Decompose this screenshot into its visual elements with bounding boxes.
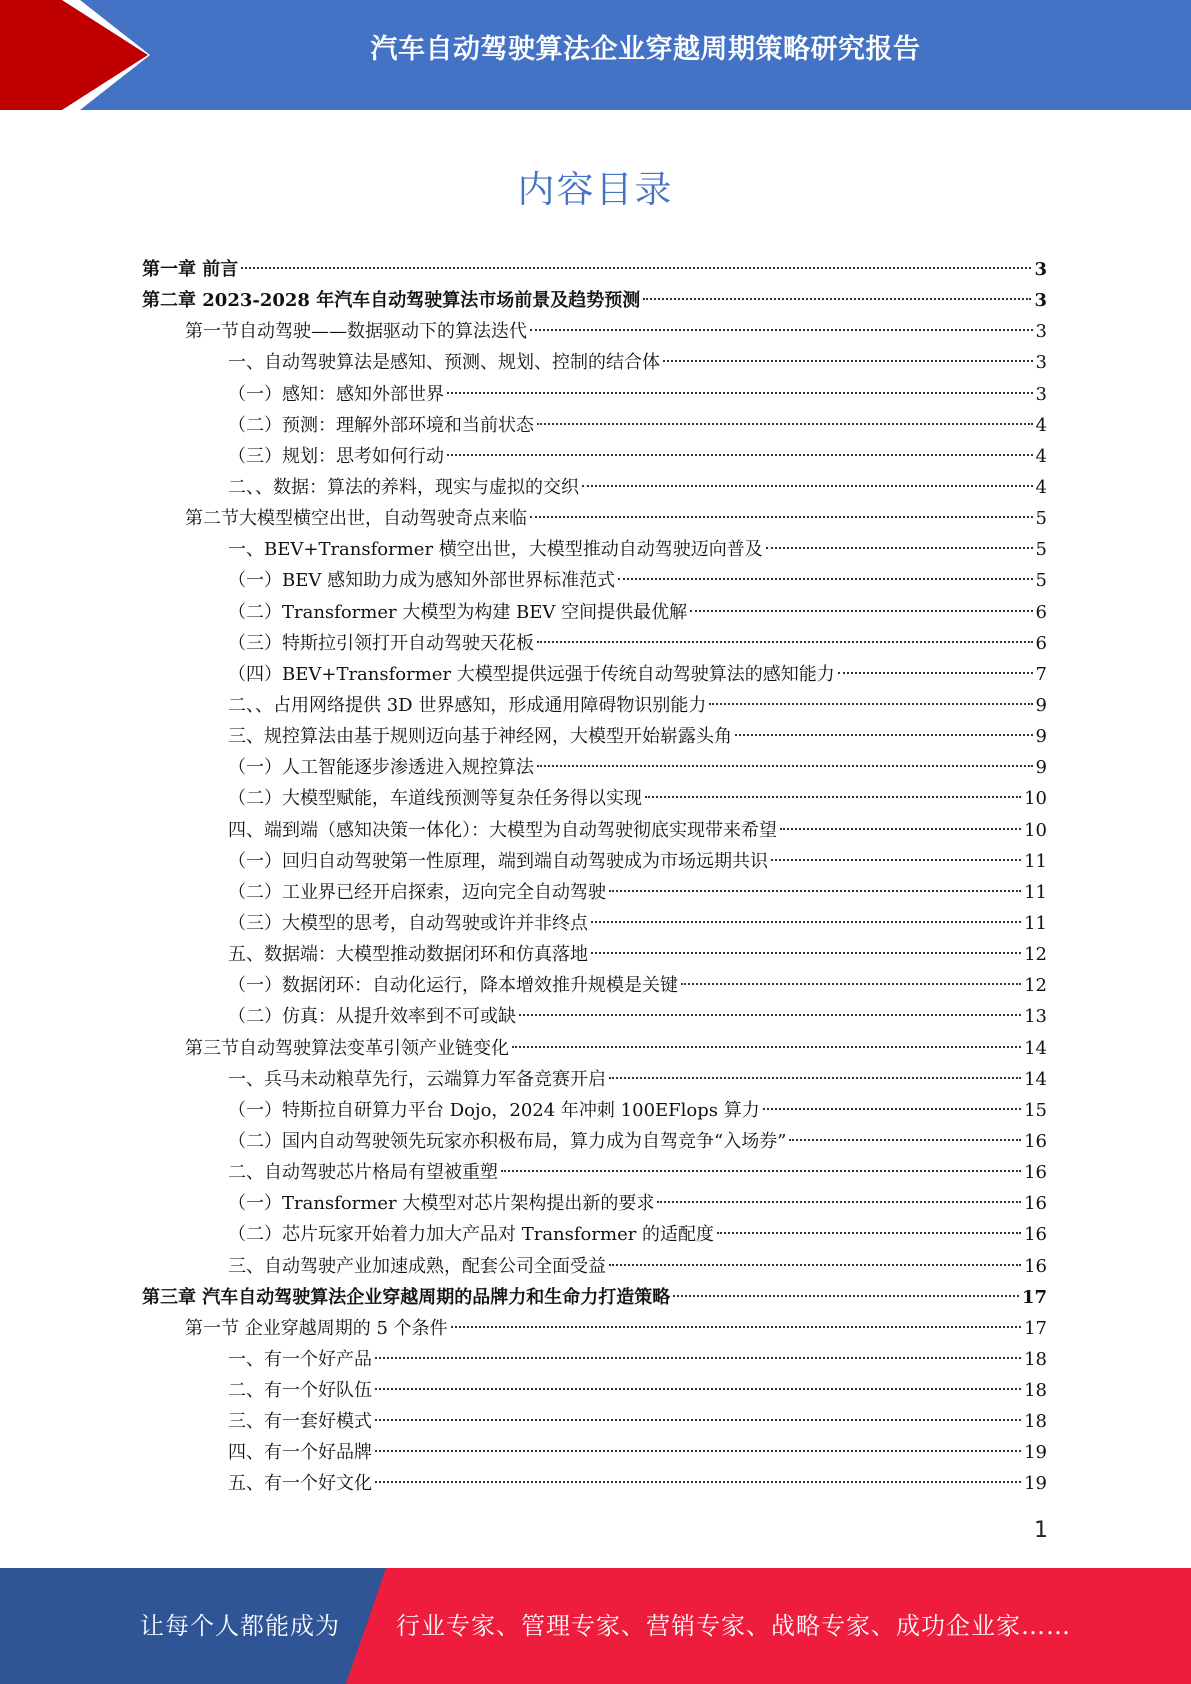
toc-entry-page: 14 xyxy=(1024,1037,1047,1059)
toc-dot-leader xyxy=(771,859,1021,861)
toc-dot-leader xyxy=(591,952,1021,954)
toc-entry-text: 第二章 2023-2028 年汽车自动驾驶算法市场前景及趋势预测 xyxy=(142,290,641,312)
toc-dot-leader xyxy=(375,1419,1021,1421)
toc-entry-page: 16 xyxy=(1024,1130,1047,1152)
toc-entry-text: 四、有一个好品牌 xyxy=(228,1442,372,1464)
toc-entry-page: 9 xyxy=(1035,726,1047,748)
toc-entry-text: 三、规控算法由基于规则迈向基于神经网，大模型开始崭露头角 xyxy=(228,726,732,748)
toc-entry-text: 二、、数据：算法的养料，现实与虚拟的交织 xyxy=(228,476,579,498)
toc-entry-text: （二）芯片玩家开始着力加大产品对 Transformer 的适配度 xyxy=(228,1224,715,1246)
toc-entry[interactable] xyxy=(142,254,1047,285)
toc-entry[interactable] xyxy=(142,846,1047,877)
toc-entry-page: 10 xyxy=(1024,788,1047,810)
toc-dot-leader xyxy=(537,423,1033,425)
toc-dot-leader xyxy=(717,1232,1021,1234)
toc-dot-leader xyxy=(643,298,1031,300)
toc-entry-text: （一）感知：感知外部世界 xyxy=(228,383,444,405)
toc-dot-leader xyxy=(447,392,1033,394)
toc-entry[interactable] xyxy=(142,908,1047,939)
toc-entry-text: 三、有一套好模式 xyxy=(228,1411,372,1433)
toc-entry[interactable] xyxy=(142,285,1047,316)
toc-dot-leader xyxy=(609,1264,1021,1266)
toc-entry[interactable] xyxy=(142,783,1047,814)
toc-dot-leader xyxy=(375,1388,1021,1390)
toc-entry[interactable] xyxy=(142,441,1047,472)
toc-entry-text: （一）人工智能逐步渗透进入规控算法 xyxy=(228,757,534,779)
toc-entry-text: （一）Transformer 大模型对芯片架构提出新的要求 xyxy=(228,1193,655,1215)
toc-entry-page: 9 xyxy=(1035,757,1047,779)
toc-entry-page: 18 xyxy=(1024,1380,1047,1402)
toc-dot-leader xyxy=(530,516,1033,518)
toc-entry-page: 12 xyxy=(1024,975,1047,997)
toc-entry-text: 五、数据端：大模型推动数据闭环和仿真落地 xyxy=(228,944,588,966)
toc-entry[interactable] xyxy=(142,1406,1047,1437)
toc-entry-page: 16 xyxy=(1024,1162,1047,1184)
toc-dot-leader xyxy=(375,1357,1021,1359)
toc-dot-leader xyxy=(690,610,1032,612)
toc-entry-page: 16 xyxy=(1024,1193,1047,1215)
toc-entry[interactable] xyxy=(142,534,1047,565)
page-header-banner xyxy=(0,0,1191,110)
toc-dot-leader xyxy=(657,1201,1021,1203)
toc-dot-leader xyxy=(663,360,1033,362)
toc-entry-text: 二、、占用网络提供 3D 世界感知，形成通用障碍物识别能力 xyxy=(228,694,707,716)
toc-entry[interactable] xyxy=(142,316,1047,347)
toc-dot-leader xyxy=(763,1108,1021,1110)
toc-entry-text: 四、端到端（感知决策一体化）：大模型为自动驾驶彻底实现带来希望 xyxy=(228,819,777,841)
toc-dot-leader xyxy=(609,890,1021,892)
report-title: 汽车自动驾驶算法企业穿越周期策略研究报告 xyxy=(370,34,921,65)
toc-dot-leader xyxy=(766,547,1033,549)
toc-entry[interactable] xyxy=(142,690,1047,721)
toc-dot-leader xyxy=(375,1450,1021,1452)
toc-entry-page: 12 xyxy=(1024,944,1047,966)
toc-dot-leader xyxy=(512,1046,1021,1048)
toc-entry-page: 19 xyxy=(1024,1473,1047,1495)
toc-entry[interactable] xyxy=(142,939,1047,970)
toc-entry-text: （二）国内自动驾驶领先玩家亦积极布局，算力成为自驾竞争“入场券” xyxy=(228,1130,787,1152)
toc-entry-page: 18 xyxy=(1024,1411,1047,1433)
toc-entry[interactable] xyxy=(142,472,1047,503)
toc-entry[interactable] xyxy=(142,1468,1047,1499)
toc-entry-text: 五、有一个好文化 xyxy=(228,1473,372,1495)
toc-dot-leader xyxy=(838,672,1033,674)
toc-entry-page: 5 xyxy=(1035,570,1047,592)
toc-entry-text: （二）工业界已经开启探索，迈向完全自动驾驶 xyxy=(228,881,606,903)
toc-entry[interactable] xyxy=(142,1126,1047,1157)
toc-entry[interactable] xyxy=(142,1313,1047,1344)
toc-entry-page: 11 xyxy=(1024,912,1047,934)
toc-entry[interactable] xyxy=(142,877,1047,908)
toc-entry[interactable] xyxy=(142,1188,1047,1219)
toc-entry-page: 3 xyxy=(1034,259,1047,280)
toc-entry-text: （三）特斯拉引领打开自动驾驶天花板 xyxy=(228,632,534,654)
toc-entry-text: （三）大模型的思考，自动驾驶或许并非终点 xyxy=(228,912,588,934)
toc-dot-leader xyxy=(618,578,1032,580)
toc-entry-page: 17 xyxy=(1024,1317,1047,1339)
toc-entry[interactable] xyxy=(142,1251,1047,1282)
toc-entry-page: 10 xyxy=(1024,819,1047,841)
toc-dot-leader xyxy=(681,983,1021,985)
toc-entry-page: 5 xyxy=(1035,508,1047,530)
toc-dot-leader xyxy=(780,828,1021,830)
toc-dot-leader xyxy=(537,765,1033,767)
toc-entry[interactable] xyxy=(142,1157,1047,1188)
footer-slogan-left: 让每个人都能成为 xyxy=(140,1612,340,1640)
toc-entry-page: 9 xyxy=(1035,694,1047,716)
toc-entry[interactable] xyxy=(142,1437,1047,1468)
toc-entry[interactable] xyxy=(142,597,1047,628)
toc-entry[interactable] xyxy=(142,1095,1047,1126)
toc-entry-text: 一、有一个好产品 xyxy=(228,1348,372,1370)
toc-entry[interactable] xyxy=(142,1344,1047,1375)
toc-entry-text: 三、自动驾驶产业加速成熟，配套公司全面受益 xyxy=(228,1255,606,1277)
footer-slogan-right: 行业专家、管理专家、营销专家、战略专家、成功企业家…… xyxy=(396,1612,1071,1640)
toc-entry[interactable] xyxy=(142,628,1047,659)
toc-entry-text: 第三节自动驾驶算法变革引领产业链变化 xyxy=(185,1037,509,1059)
toc-entry-page: 19 xyxy=(1024,1442,1047,1464)
toc-entry-text: （二）Transformer 大模型为构建 BEV 空间提供最优解 xyxy=(228,601,688,623)
table-of-contents xyxy=(142,254,1047,1500)
toc-entry[interactable] xyxy=(142,1033,1047,1064)
toc-entry[interactable] xyxy=(142,1001,1047,1032)
toc-entry-text: 一、兵马未动粮草先行，云端算力军备竞赛开启 xyxy=(228,1068,606,1090)
toc-dot-leader xyxy=(501,1170,1021,1172)
toc-entry-text: （四）BEV+Transformer 大模型提供远强于传统自动驾驶算法的感知能力 xyxy=(228,663,835,685)
toc-entry-page: 3 xyxy=(1035,321,1047,343)
toc-entry[interactable] xyxy=(142,1064,1047,1095)
page-footer-banner xyxy=(0,1568,1191,1684)
toc-entry-page: 3 xyxy=(1035,352,1047,374)
toc-dot-leader xyxy=(537,641,1033,643)
toc-entry-text: 二、有一个好队伍 xyxy=(228,1380,372,1402)
toc-dot-leader xyxy=(735,734,1033,736)
toc-dot-leader xyxy=(709,703,1032,705)
toc-entry[interactable] xyxy=(142,1219,1047,1250)
toc-entry[interactable] xyxy=(142,410,1047,441)
toc-entry-text: 一、自动驾驶算法是感知、预测、规划、控制的结合体 xyxy=(228,352,660,374)
toc-entry-page: 4 xyxy=(1035,476,1047,498)
toc-entry-page: 17 xyxy=(1021,1286,1047,1308)
toc-entry[interactable] xyxy=(142,659,1047,690)
toc-entry[interactable] xyxy=(142,347,1047,378)
toc-entry[interactable] xyxy=(142,565,1047,596)
toc-entry-page: 13 xyxy=(1024,1006,1047,1028)
toc-entry-page: 4 xyxy=(1035,414,1047,436)
toc-entry-page: 18 xyxy=(1024,1348,1047,1370)
toc-dot-leader xyxy=(591,921,1021,923)
toc-entry-page: 6 xyxy=(1035,601,1047,623)
toc-entry-text: 第一节自动驾驶——数据驱动下的算法迭代 xyxy=(185,321,527,343)
toc-entry[interactable] xyxy=(142,970,1047,1001)
toc-entry[interactable] xyxy=(142,379,1047,410)
toc-entry-text: （二）预测：理解外部环境和当前状态 xyxy=(228,414,534,436)
toc-entry-page: 3 xyxy=(1034,290,1047,312)
toc-entry[interactable] xyxy=(142,815,1047,846)
toc-entry-text: 一、BEV+Transformer 横空出世，大模型推动自动驾驶迈向普及 xyxy=(228,539,763,561)
toc-entry-text: （二）仿真：从提升效率到不可或缺 xyxy=(228,1006,516,1028)
toc-entry-page: 16 xyxy=(1024,1255,1047,1277)
red-chevron-shape xyxy=(0,0,160,110)
toc-entry-page: 6 xyxy=(1035,632,1047,654)
toc-dot-leader xyxy=(519,1014,1021,1016)
toc-entry-page: 11 xyxy=(1024,850,1047,872)
toc-entry-text: 第一章 前言 xyxy=(142,259,239,280)
toc-entry-text: 第一节 企业穿越周期的 5 个条件 xyxy=(185,1317,448,1339)
toc-dot-leader xyxy=(447,454,1033,456)
toc-dot-leader xyxy=(645,796,1021,798)
toc-entry[interactable] xyxy=(142,503,1047,534)
toc-dot-leader xyxy=(609,1077,1021,1079)
toc-entry[interactable] xyxy=(142,721,1047,752)
toc-dot-leader xyxy=(673,1295,1019,1297)
toc-entry[interactable] xyxy=(142,1282,1047,1313)
toc-entry-text: （一）BEV 感知助力成为感知外部世界标准范式 xyxy=(228,570,616,592)
toc-entry-page: 3 xyxy=(1035,383,1047,405)
toc-entry[interactable] xyxy=(142,1375,1047,1406)
toc-entry-text: 二、自动驾驶芯片格局有望被重塑 xyxy=(228,1162,498,1184)
toc-entry[interactable] xyxy=(142,752,1047,783)
toc-entry-text: （二）大模型赋能，车道线预测等复杂任务得以实现 xyxy=(228,788,642,810)
toc-dot-leader xyxy=(375,1481,1021,1483)
toc-dot-leader xyxy=(530,329,1033,331)
toc-entry-text: （三）规划：思考如何行动 xyxy=(228,445,444,467)
toc-entry-page: 15 xyxy=(1024,1099,1047,1121)
toc-entry-page: 4 xyxy=(1035,445,1047,467)
toc-entry-text: （一）回归自动驾驶第一性原理，端到端自动驾驶成为市场远期共识 xyxy=(228,850,768,872)
page-number: 1 xyxy=(1034,1518,1048,1543)
toc-entry-text: （一）特斯拉自研算力平台 Dojo，2024 年冲刺 100EFlops 算力 xyxy=(228,1099,760,1121)
toc-entry-text: 第二节大模型横空出世，自动驾驶奇点来临 xyxy=(185,508,527,530)
toc-heading: 内容目录 xyxy=(517,168,674,211)
toc-dot-leader xyxy=(789,1139,1021,1141)
toc-dot-leader xyxy=(241,267,1031,269)
toc-entry-text: 第三章 汽车自动驾驶算法企业穿越周期的品牌力和生命力打造策略 xyxy=(142,1286,671,1308)
toc-entry-page: 7 xyxy=(1035,663,1047,685)
toc-dot-leader xyxy=(582,485,1033,487)
toc-entry-page: 14 xyxy=(1024,1068,1047,1090)
toc-entry-page: 16 xyxy=(1024,1224,1047,1246)
toc-entry-page: 11 xyxy=(1024,881,1047,903)
toc-entry-page: 5 xyxy=(1035,539,1047,561)
toc-entry-text: （一）数据闭环：自动化运行，降本增效推升规模是关键 xyxy=(228,975,678,997)
toc-dot-leader xyxy=(451,1326,1021,1328)
